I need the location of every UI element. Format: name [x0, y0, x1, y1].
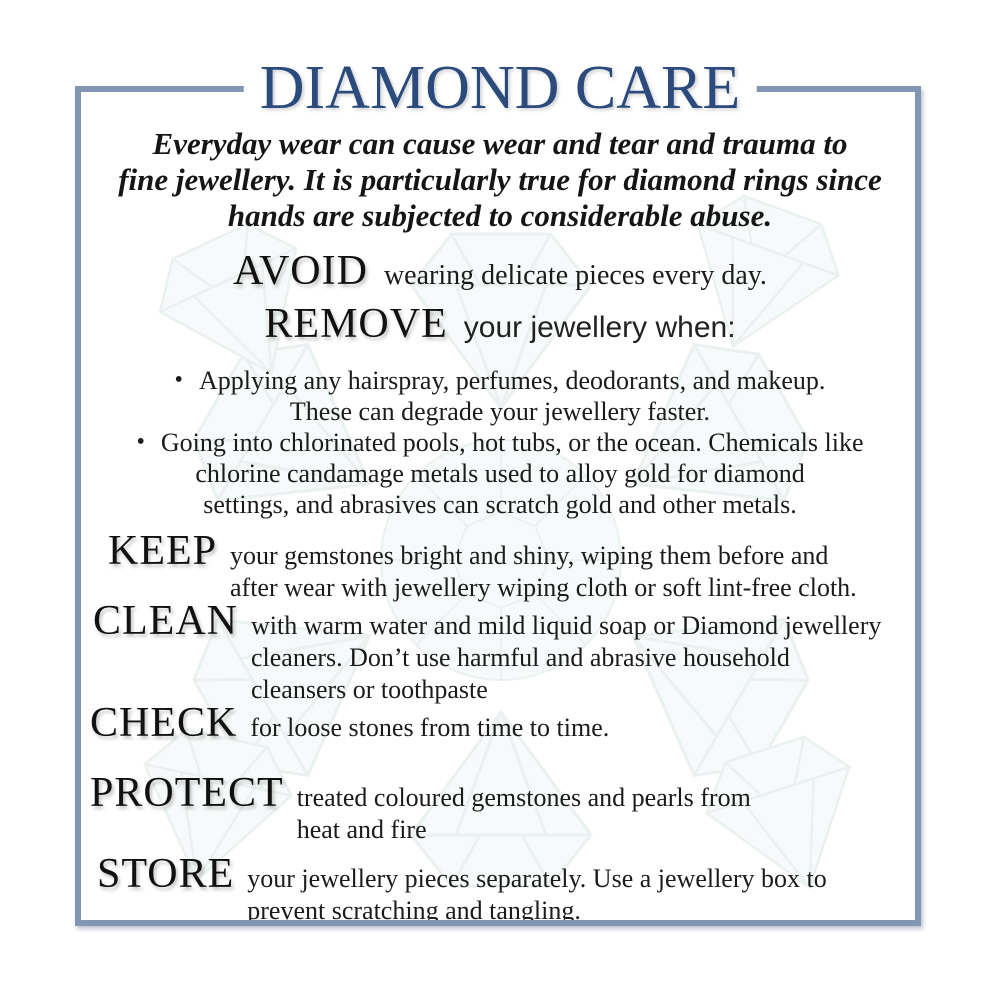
bullet-item-pools [100, 427, 900, 520]
keep-heading: KEEP [108, 528, 217, 574]
bullet-icon: • [136, 429, 145, 455]
intro-paragraph [100, 126, 900, 234]
protect-heading: PROTECT [90, 770, 284, 816]
check-text-line: for loose stones from time to time. [250, 713, 610, 742]
bullet-line: These can degrade your jewellery faster. [289, 397, 711, 426]
bullet-line [100, 365, 900, 396]
section-clean [93, 598, 881, 706]
keep-text [230, 540, 857, 604]
store-heading: STORE [97, 851, 235, 897]
check-text [250, 712, 609, 744]
section-keep [108, 528, 857, 604]
clean-text [251, 610, 881, 706]
clean-text-line: cleaners. Don’t use harmful and abrasive household [251, 643, 790, 672]
remove-text: your jewellery when: [463, 311, 736, 344]
clean-text-line: with warm water and mild liquid soap or Diamond jewellery [251, 611, 882, 640]
intro-line: hands are subjected to considerable abuse. [227, 198, 773, 233]
intro-line: Everyday wear can cause wear and tear and trauma to [152, 126, 848, 161]
clean-heading: CLEAN [93, 598, 238, 644]
bullet-text: Applying any hairspray, perfumes, deodorants, and makeup. [198, 366, 826, 395]
check-heading: CHECK [90, 700, 238, 746]
bullet-icon: • [174, 367, 183, 393]
clean-text-line: cleansers or toothpaste [251, 675, 488, 704]
bullet-text: Going into chlorinated pools, hot tubs, or the ocean. Chemicals like [160, 428, 864, 457]
section-protect [90, 770, 751, 846]
keep-text-line: your gemstones bright and shiny, wiping them before and [230, 541, 829, 570]
protect-text-line: treated coloured gemstones and pearls from [296, 783, 751, 812]
bullet-item-hairspray [100, 365, 900, 427]
store-text [247, 863, 826, 927]
avoid-heading: AVOID [233, 248, 368, 294]
section-store [97, 851, 827, 927]
avoid-text: wearing delicate pieces every day. [383, 260, 767, 291]
protect-text [297, 782, 751, 846]
store-text-line: your jewellery pieces separately. Use a jewellery box to [247, 864, 827, 893]
section-remove [85, 301, 915, 347]
keep-text-line: after wear with jewellery wiping cloth or soft lint-free cloth. [230, 573, 857, 602]
remove-heading: REMOVE [264, 301, 448, 347]
store-text-line: prevent scratching and tangling. [247, 896, 581, 925]
bullet-line [100, 427, 900, 458]
bullet-line: chlorine candamage metals used to alloy gold for diamond [195, 459, 805, 488]
section-avoid [85, 248, 915, 294]
protect-text-line: heat and fire [296, 815, 427, 844]
section-check [90, 700, 609, 746]
page-title: DIAMOND CARE [244, 56, 757, 121]
intro-line: fine jewellery. It is particularly true for diamond rings since [118, 162, 882, 197]
bullet-line: settings, and abrasives can scratch gold and other metals. [203, 490, 797, 519]
